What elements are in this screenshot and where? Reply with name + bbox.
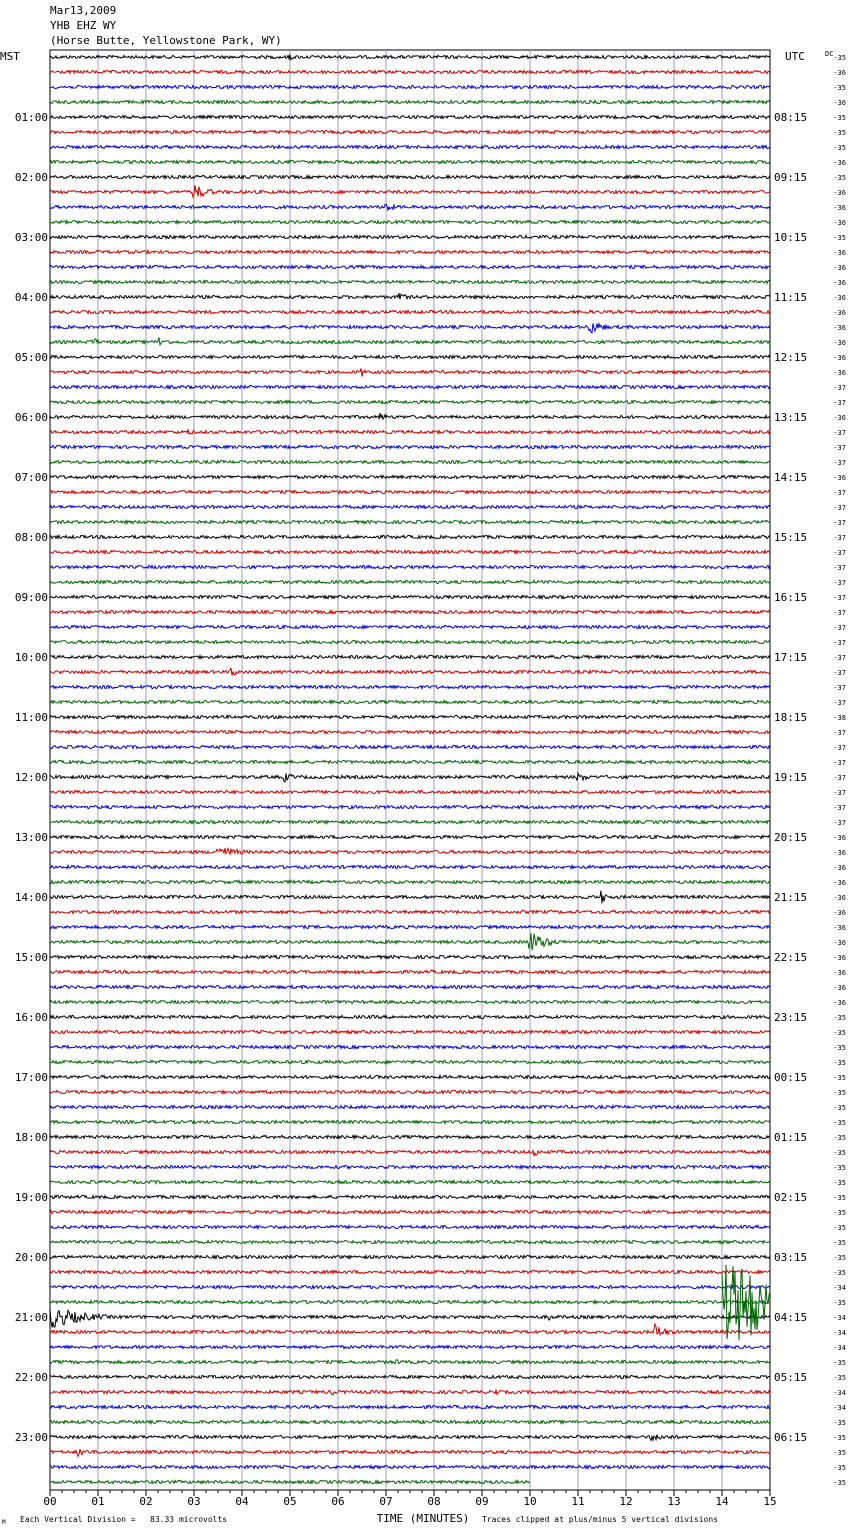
dc-offset-label: -35: [833, 1194, 846, 1202]
trace-row: [50, 1375, 770, 1378]
trace-row: [50, 1075, 770, 1078]
dc-offset-label: -37: [833, 774, 846, 782]
left-hour-label: 18:00: [14, 1131, 48, 1144]
trace-row: [50, 338, 770, 345]
dc-offset-label: -34: [833, 1389, 846, 1397]
left-hour-label: 16:00: [14, 1011, 48, 1024]
trace-row: [50, 933, 770, 950]
right-hour-label: 12:15: [774, 351, 808, 364]
trace-row: [50, 535, 770, 538]
dc-offset-label: -37: [833, 384, 846, 392]
trace-row: [50, 1270, 770, 1273]
left-hour-label: 19:00: [14, 1191, 48, 1204]
trace-row: [50, 955, 770, 958]
dc-offset-label: -36: [833, 354, 846, 362]
dc-offset-label: -35: [833, 1089, 846, 1097]
trace-row: [50, 925, 770, 928]
left-hour-label: 20:00: [14, 1251, 48, 1264]
trace-row: [50, 1255, 770, 1258]
dc-offset-label: -36: [833, 924, 846, 932]
trace-row: [50, 1390, 770, 1395]
trace-row: [50, 745, 770, 748]
trace-row: [50, 1240, 770, 1243]
trace-row: [50, 235, 770, 238]
trace-row: [50, 910, 770, 913]
dc-offset-label: -34: [833, 1329, 846, 1337]
dc-offset-label: -35: [833, 1134, 846, 1142]
dc-offset-label: -37: [833, 564, 846, 572]
x-tick-label: 04: [235, 1495, 249, 1508]
trace-row: [50, 429, 770, 434]
trace-row: [50, 145, 770, 148]
trace-row: [50, 880, 770, 883]
dc-offset-label: -37: [833, 399, 846, 407]
dc-offset-label: -35: [833, 1449, 846, 1457]
dc-offset-label: -37: [833, 594, 846, 602]
dc-offset-label: -37: [833, 654, 846, 662]
trace-row: [50, 1345, 770, 1348]
trace-row: [50, 1150, 770, 1155]
dc-offset-label: -35: [833, 1059, 846, 1067]
right-hour-label: 08:15: [774, 111, 808, 124]
x-tick-label: 12: [619, 1495, 633, 1508]
trace-row: [50, 1000, 770, 1003]
dc-offset-label: -36: [833, 69, 846, 77]
left-hour-label: 11:00: [14, 711, 48, 724]
right-hour-label: 02:15: [774, 1191, 808, 1204]
dc-offset-label: -36: [833, 999, 846, 1007]
trace-row: [50, 1435, 770, 1441]
dc-offset-label: -34: [833, 1344, 846, 1352]
dc-offset-label: -37: [833, 729, 846, 737]
dc-offset-label: -35: [833, 129, 846, 137]
dc-offset-label: -36: [833, 159, 846, 167]
dc-offset-label: -35: [833, 1479, 846, 1487]
corner-mark: M: [2, 1519, 6, 1526]
trace-row: [50, 160, 770, 163]
dc-offset-label: -35: [833, 1164, 846, 1172]
trace-row: [50, 550, 770, 553]
dc-offset-label: -35: [833, 1464, 846, 1472]
trace-row: [50, 1360, 770, 1364]
trace-row: [50, 323, 770, 332]
dc-offset-label: -36: [833, 369, 846, 377]
trace-row: [50, 565, 770, 568]
trace-row: [50, 445, 770, 448]
dc-offset-label: -36: [833, 834, 846, 842]
trace-row: [50, 1449, 770, 1456]
dc-offset-label: -36: [833, 309, 846, 317]
trace-row: [50, 1015, 770, 1018]
trace-row: [50, 685, 770, 688]
dc-offset-label: -37: [833, 429, 846, 437]
left-hour-label: 06:00: [14, 411, 48, 424]
right-hour-label: 18:15: [774, 711, 808, 724]
dc-offset-label: -34: [833, 1314, 846, 1322]
trace-row: [50, 655, 770, 658]
right-hour-label: 21:15: [774, 891, 808, 904]
dc-offset-label: -36: [833, 894, 846, 902]
x-tick-label: 02: [139, 1495, 153, 1508]
trace-row: [50, 265, 770, 268]
dc-offset-label: -37: [833, 684, 846, 692]
trace-row: [50, 1030, 770, 1033]
right-hour-label: 09:15: [774, 171, 808, 184]
trace-row: [50, 115, 770, 118]
dc-offset-label: -37: [833, 489, 846, 497]
trace-row: [50, 1300, 770, 1303]
right-hour-label: 05:15: [774, 1371, 808, 1384]
dc-offset-label: -35: [833, 114, 846, 122]
dc-offset-label: -35: [833, 1299, 846, 1307]
left-timezone-label: MST: [0, 50, 20, 63]
dc-offset-label: -37: [833, 669, 846, 677]
left-hour-label: 07:00: [14, 471, 48, 484]
left-hour-label: 05:00: [14, 351, 48, 364]
dc-offset-label: -36: [833, 879, 846, 887]
trace-row: [50, 820, 770, 823]
trace-row: [50, 668, 770, 676]
trace-row: [50, 1309, 770, 1328]
trace-row: [50, 760, 770, 763]
trace-row: [50, 250, 770, 253]
trace-row: [50, 1324, 770, 1335]
trace-row: [50, 1060, 770, 1063]
location-label: (Horse Butte, Yellowstone Park, WY): [50, 34, 282, 47]
trace-row: [50, 700, 770, 703]
dc-offset-label: -35: [833, 1374, 846, 1382]
trace-row: [50, 400, 770, 403]
dc-offset-label: -37: [833, 444, 846, 452]
trace-row: [50, 1105, 770, 1108]
trace-row: [50, 460, 770, 463]
dc-offset-label: -37: [833, 579, 846, 587]
trace-row: [50, 475, 770, 478]
dc-offset-label: -37: [833, 519, 846, 527]
trace-row: [50, 1120, 770, 1123]
right-hour-label: 00:15: [774, 1071, 808, 1084]
trace-row: [50, 175, 770, 178]
right-hour-label: 16:15: [774, 591, 808, 604]
x-tick-label: 05: [283, 1495, 297, 1508]
left-hour-label: 10:00: [14, 651, 48, 664]
right-hour-label: 20:15: [774, 831, 808, 844]
x-tick-label: 07: [379, 1495, 393, 1508]
trace-row: [50, 100, 770, 103]
right-hour-label: 06:15: [774, 1431, 808, 1444]
x-tick-label: 03: [187, 1495, 201, 1508]
x-tick-label: 08: [427, 1495, 441, 1508]
trace-row: [50, 490, 770, 493]
trace-row: [50, 204, 770, 211]
dc-offset-label: -37: [833, 744, 846, 752]
dc-offset-label: -35: [833, 144, 846, 152]
trace-row: [50, 595, 770, 598]
trace-row: [50, 805, 770, 808]
trace-row: [50, 1135, 770, 1138]
dc-label: DC: [825, 50, 834, 58]
dc-offset-label: -35: [833, 1224, 846, 1232]
left-hour-label: 15:00: [14, 951, 48, 964]
left-hour-label: 21:00: [14, 1311, 48, 1324]
dc-offset-label: -36: [833, 909, 846, 917]
trace-row: [50, 1180, 770, 1183]
trace-row: [50, 625, 770, 628]
right-hour-label: 11:15: [774, 291, 808, 304]
left-hour-label: 12:00: [14, 771, 48, 784]
dc-offset-label: -36: [833, 849, 846, 857]
trace-row: [50, 368, 770, 376]
trace-row: [50, 865, 770, 868]
trace-row: [50, 293, 770, 299]
dc-offset-label: -35: [833, 1209, 846, 1217]
dc-offset-label: -35: [833, 1359, 846, 1367]
left-hour-label: 14:00: [14, 891, 48, 904]
date-label: Mar13,2009: [50, 4, 117, 17]
left-hour-label: 17:00: [14, 1071, 48, 1084]
dc-offset-label: -35: [833, 1074, 846, 1082]
trace-row: [50, 730, 770, 733]
x-tick-label: 14: [715, 1495, 729, 1508]
trace-row: [50, 1210, 770, 1213]
dc-offset-label: -37: [833, 459, 846, 467]
trace-row: [50, 413, 770, 419]
dc-offset-label: -35: [833, 1434, 846, 1442]
trace-row: [50, 505, 770, 508]
right-hour-label: 15:15: [774, 531, 808, 544]
dc-offset-label: -36: [833, 969, 846, 977]
dc-offset-label: -36: [833, 324, 846, 332]
right-timezone-label: UTC: [785, 50, 805, 63]
dc-offset-label: -36: [833, 189, 846, 197]
clipped-event-burst: [722, 1265, 770, 1341]
x-tick-label: 13: [667, 1495, 681, 1508]
trace-row: [50, 773, 770, 782]
trace-row: [50, 1195, 770, 1198]
dc-offset-label: -35: [833, 1239, 846, 1247]
dc-offset-label: -34: [833, 1284, 846, 1292]
dc-offset-label: -36: [833, 264, 846, 272]
dc-offset-label: -37: [833, 549, 846, 557]
dc-offset-label: -35: [833, 1269, 846, 1277]
dc-offset-label: -35: [833, 1044, 846, 1052]
trace-row: [50, 1420, 770, 1423]
trace-row: [50, 1285, 770, 1288]
left-hour-label: 03:00: [14, 231, 48, 244]
dc-offset-label: -37: [833, 639, 846, 647]
trace-row: [50, 1165, 770, 1168]
dc-offset-label: -38: [833, 714, 846, 722]
dc-offset-label: -37: [833, 534, 846, 542]
trace-row: [50, 85, 770, 88]
dc-offset-label: -35: [833, 1179, 846, 1187]
dc-offset-label: -35: [833, 174, 846, 182]
trace-row: [50, 54, 770, 59]
dc-offset-label: -35: [833, 1149, 846, 1157]
dc-offset-label: -37: [833, 789, 846, 797]
trace-row: [50, 130, 770, 133]
dc-offset-label: -36: [833, 414, 846, 422]
x-tick-label: 00: [43, 1495, 57, 1508]
left-hour-label: 22:00: [14, 1371, 48, 1384]
trace-row: [50, 970, 770, 973]
trace-row: [50, 848, 770, 854]
dc-offset-label: -35: [833, 1104, 846, 1112]
trace-row: [50, 715, 770, 718]
clip-note: Traces clipped at plus/minus 5 vertical divisions: [482, 1515, 719, 1524]
dc-offset-label: -36: [833, 864, 846, 872]
dc-offset-label: -37: [833, 819, 846, 827]
trace-row: [50, 1045, 770, 1048]
right-hour-label: 22:15: [774, 951, 808, 964]
left-hour-label: 23:00: [14, 1431, 48, 1444]
trace-row: [50, 610, 770, 613]
trace-row: [50, 355, 770, 358]
right-hour-label: 03:15: [774, 1251, 808, 1264]
trace-row: [50, 1465, 770, 1468]
x-tick-label: 01: [91, 1495, 105, 1508]
x-tick-label: 15: [763, 1495, 777, 1508]
plot-frame: [50, 50, 770, 1490]
dc-offset-label: -36: [833, 219, 846, 227]
trace-row: [50, 1225, 770, 1228]
dc-offset-label: -35: [833, 1419, 846, 1427]
dc-offset-label: -36: [833, 954, 846, 962]
dc-offset-label: -35: [833, 1119, 846, 1127]
dc-offset-label: -35: [833, 54, 846, 62]
dc-offset-label: -37: [833, 609, 846, 617]
dc-offset-label: -36: [833, 939, 846, 947]
x-tick-label: 11: [571, 1495, 585, 1508]
trace-row: [50, 185, 770, 197]
right-hour-label: 01:15: [774, 1131, 808, 1144]
trace-row: [50, 640, 770, 643]
trace-row: [50, 891, 770, 904]
dc-offset-label: -35: [833, 84, 846, 92]
trace-row: [50, 220, 770, 223]
left-hour-label: 13:00: [14, 831, 48, 844]
dc-offset-label: -36: [833, 204, 846, 212]
right-hour-label: 23:15: [774, 1011, 808, 1024]
station-label: YHB EHZ WY: [50, 19, 117, 32]
right-hour-label: 04:15: [774, 1311, 808, 1324]
dc-offset-label: -37: [833, 504, 846, 512]
dc-offset-label: -37: [833, 759, 846, 767]
trace-row: [50, 70, 770, 73]
trace-row: [50, 1405, 770, 1408]
x-tick-label: 10: [523, 1495, 537, 1508]
dc-offset-label: -35: [833, 1029, 846, 1037]
trace-row: [50, 835, 770, 838]
trace-row: [50, 310, 770, 313]
left-hour-label: 01:00: [14, 111, 48, 124]
dc-offset-label: -35: [833, 1014, 846, 1022]
trace-row: [50, 280, 770, 283]
right-hour-label: 17:15: [774, 651, 808, 664]
right-hour-label: 14:15: [774, 471, 808, 484]
trace-row: [50, 385, 770, 388]
dc-offset-label: -36: [833, 249, 846, 257]
x-axis-title: TIME (MINUTES): [376, 1512, 470, 1525]
x-tick-label: 06: [331, 1495, 345, 1508]
dc-offset-label: -36: [833, 294, 846, 302]
dc-offset-label: -36: [833, 984, 846, 992]
dc-offset-label: -37: [833, 624, 846, 632]
left-hour-label: 04:00: [14, 291, 48, 304]
dc-offset-label: -35: [833, 1254, 846, 1262]
dc-offset-label: -34: [833, 1404, 846, 1412]
dc-offset-label: -35: [833, 234, 846, 242]
right-hour-label: 19:15: [774, 771, 808, 784]
dc-offset-label: -36: [833, 279, 846, 287]
trace-row: [50, 520, 770, 523]
left-hour-label: 02:00: [14, 171, 48, 184]
x-tick-label: 09: [475, 1495, 489, 1508]
right-hour-label: 10:15: [774, 231, 808, 244]
scale-note: Each Vertical Division = 83.33 microvolts: [20, 1515, 228, 1524]
left-hour-label: 08:00: [14, 531, 48, 544]
dc-offset-label: -36: [833, 99, 846, 107]
trace-row: [50, 580, 770, 583]
trace-row: [50, 985, 770, 988]
left-hour-label: 09:00: [14, 591, 48, 604]
right-hour-label: 13:15: [774, 411, 808, 424]
dc-offset-label: -37: [833, 699, 846, 707]
trace-row: [50, 1090, 770, 1093]
dc-offset-label: -36: [833, 339, 846, 347]
trace-row: [50, 790, 770, 793]
dc-offset-label: -37: [833, 804, 846, 812]
dc-offset-label: -36: [833, 474, 846, 482]
